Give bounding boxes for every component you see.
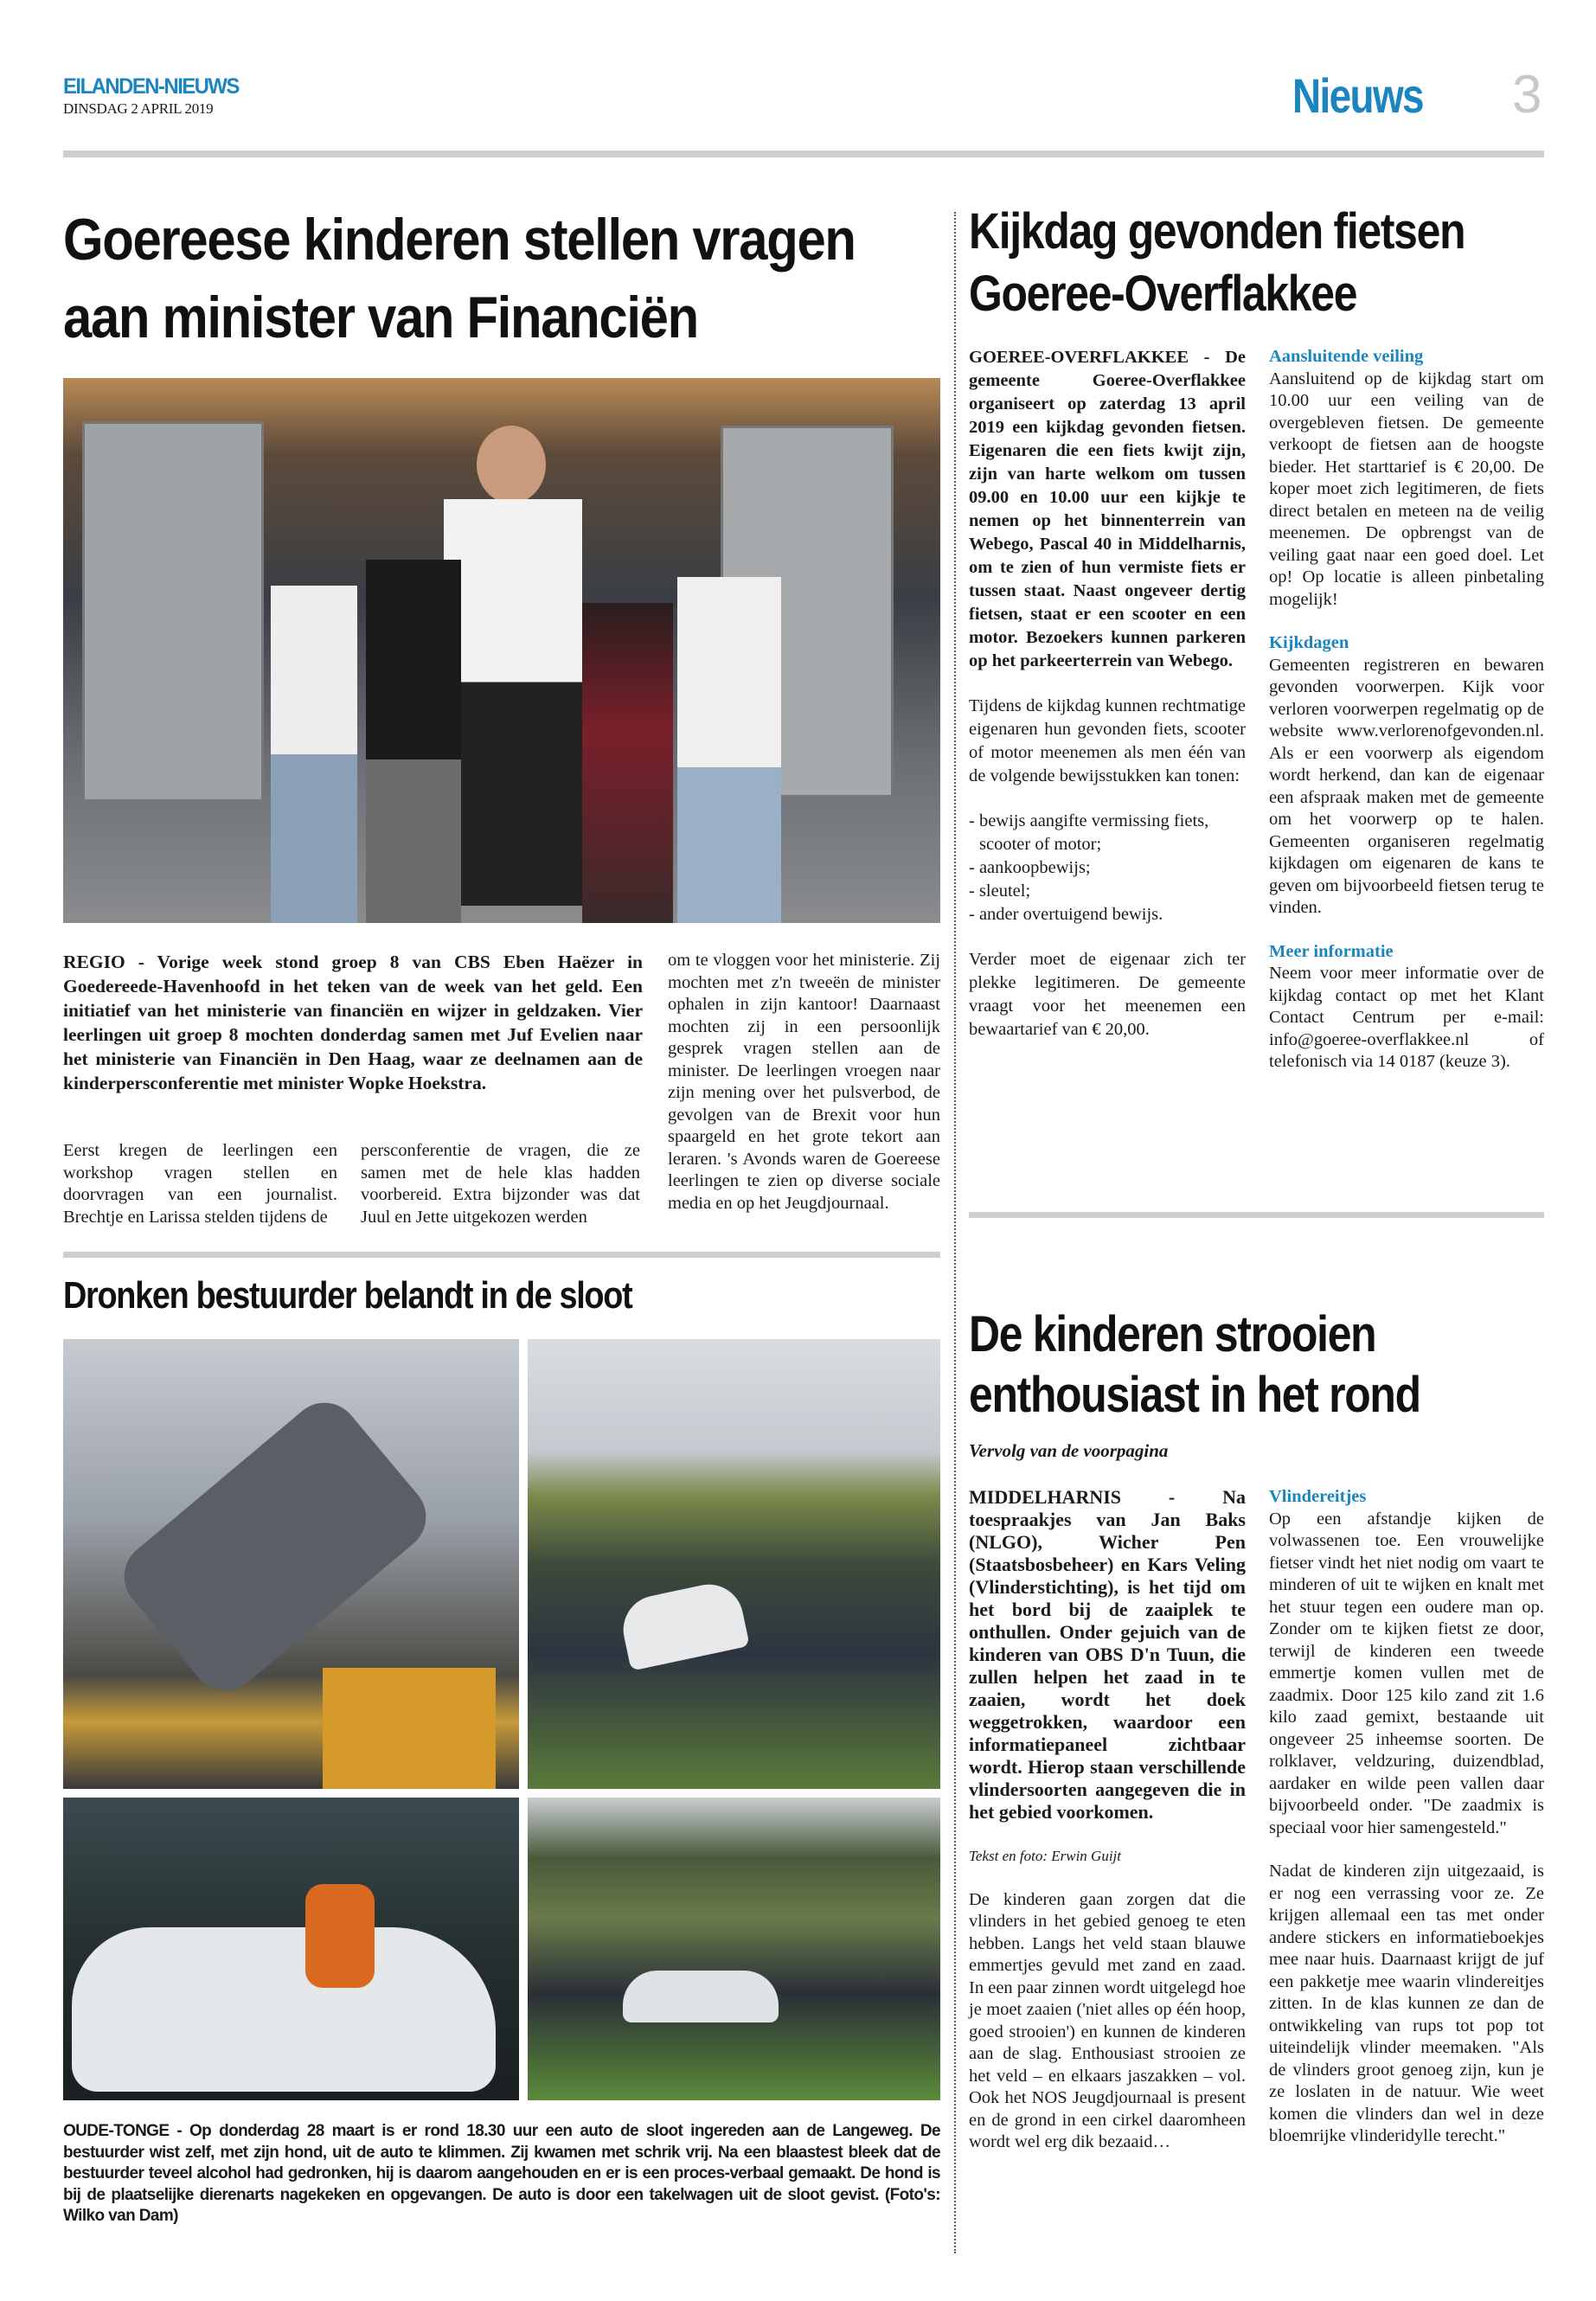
vlinders-col1 [969,1486,1246,2154]
headline-minister: Goereese kinderen stellen vragen aan minister van Financiën [63,207,856,350]
fietsen-p1: Tijdens de kijkdag kunnen rechtmatige eigenaren hun gevonden fiets, scooter of motor meenemen als men één van de volgende bewijsstukken kan tonen: [969,696,1246,785]
proof-list-item: - aankoopbewijs; [969,858,1091,877]
subhead-kijkdagen: Kijkdagen [1269,633,1349,652]
lead-fietsen: GOEREE-OVERFLAKKEE - De gemeente Goeree-Overflakkee organiseert op zaterdag 13 april 2019 een kijkdag gevonden fietsen. Eigenaren die een fiets kwijt zijn, zijn van harte welkom om tussen 09.00 en 10.00 uur een kijkje te nemen op het binnenterrein van Webego, Pascal 40 in Middelharnis, om te zien of hun vermiste fiets er tussen staat. Naast ongeveer dertig fietsen, staat er een scooter en een motor. Bezoekers kunnen parkeren op het parkeerterrein van Webego. [969,348,1246,670]
column-divider [954,212,956,2253]
article-rule [969,1212,1544,1218]
vlinders-col2 [1269,1486,1544,2148]
proof-list-item: - ander overtuigend bewijs. [969,905,1163,924]
photo-car-in-ditch [528,1339,940,1789]
body-minister-col2: persconferentie de vragen, die ze samen met de hele klas hadden voorbereid. Extra bijzonder was dat Juul en Jette uitgekozen werden [361,1141,640,1227]
newspaper-logo: EILANDEN-NIEUWS [63,74,239,99]
headline-vlinders: De kinderen strooien enthousiast in het rond [969,1306,1420,1423]
section-title: Nieuws [1292,68,1423,123]
vlinders-p2: Op een afstandje kijken de volwassenen toe. Een vrouwelijke fietser vindt het niet nodig om vaart te minderen of uit te wijken en knalt met het stuur tegen een oudere man op. Zonder om te kijken fietst ze door, terwijl de kinderen een tweede emmertje komen vullen met de zaadmix. Door 125 kilo zand zit 1.6 kilo zaad gemixt, bestaande uit ongeveer 25 inheemse soorten. De rolklaver, veldzuring, duizendblad, aardaker en wilde peen vallen daar bijvoorbeeld onder. "De zaadmix is speciaal voor hier samengesteld." [1269,1509,1544,1837]
body-minister-col1: Eerst kregen de leerlingen een workshop vragen stellen en doorvragen van een journalist. Brechtje en Larissa stelden tijdens de [63,1141,337,1227]
fietsen-col1 [969,346,1246,1042]
kicker: Vervolg van de voorpagina [969,1440,1169,1461]
section-veiling-text: Aansluitend op de kijkdag start om 10.00 uur een veiling van de overgebleven fietsen. De gemeente verkoopt de fietsen aan de hoogste bieder. Het starttarief is € 20,00. De koper moet zich legitimeren, de fiets direct betalen en meteen na de veilig meenemen. De opbrengst van de veiling gaat naar een goed doel. Let op! Op locatie is alleen pinbetaling mogelijk! [1269,369,1544,609]
fietsen-p2: Verder moet de eigenaar zich ter plekke legitimeren. De gemeente vraagt voor het meenemen een bewaartarief van € 20,00. [969,950,1246,1039]
subhead-vlindereitjes: Vlindereitjes [1269,1487,1367,1506]
photo-rescue-worker [63,1798,519,2100]
lead-minister: REGIO - Vorige week stond groep 8 van CBS Eben Haëzer in Goedereede-Havenhoofd in het teken van de week van het geld. Een initiatief van het ministerie van financiën en wijzer in geldzaken. Vier leerlingen uit groep 8 mochten donderdag samen met Juf Evelien naar het ministerie van Financiën in Den Haag, waar ze deelnamen aan de kinderpersconferentie met minister Wopke Hoekstra. [63,952,643,1093]
subhead-meer-informatie: Meer informatie [1269,941,1394,961]
vlinders-p1: De kinderen gaan zorgen dat die vlinders in het gebied genoeg te eten hebben. Langs het veld staan blauwe emmertjes gevuld met zand en zaad. In een paar zinnen wordt uitgelegd hoe je moet zaaien ('niet alles op één hoop, goed strooien') en kunnen de kinderen aan de slag. Enthousiast strooien ze het veld – en elkaars jaszakken – vol. Ook het NOS Jeugdjournaal is present en de grond in een cirkel daaromheen wordt wel erg dik bezaaid… [969,1889,1246,2151]
headline-fietsen: Kijkdag gevonden fietsen Goeree-Overflakkee [969,203,1465,322]
photo-children-with-minister [63,378,940,923]
body-minister-col3: om te vloggen voor het ministerie. Zij mochten met z'n tweeën de minister ophalen in zijn kantoor! Daarnaast mochten zij in een persoonlijk gesprek vragen stellen aan de minister. De leerlingen vroegen naar zijn mening over het pulsverbod, de gevolgen van de Brexit voor hun spaargeld en het grote tekort aan leraren. 's Avonds waren de Goereese leerlingen te zien op diverse sociale media en op het Jeugdjournaal. [668,951,940,1213]
proof-list [969,810,1246,926]
caption-sloot: OUDE-TONGE - Op donderdag 28 maart is er rond 18.30 uur een auto de sloot ingereden aan de Langeweg. De bestuurder wist zelf, met zijn hond, uit de auto te klimmen. Zij kwamen met schrik vrij. Na een blaastest bleek dat de bestuurder teveel alcohol had gedronken, hij is daarom aangehouden en er is een proces-verbaal gemaakt. De hond is bij de plaatselijke dierenarts nagekeken en opgevangen. De auto is door een takelwagen uit de sloot gevist. (Foto's: Wilko van Dam) [63,2122,940,2225]
section-kijkdagen-text: Gemeenten registreren en bewaren gevonden voorwerpen. Kijk voor verloren voorwerpen regelmatig op de website www.verlorenofgevonden.nl. Als er een voorwerp als eigendom wordt herkend, dan kan de eigenaar een afspraak maken met de gemeente om het voorwerp op te halen. Gemeenten organiseren regelmatig kijkdagen om eigenaren de kans te geven om bijvoorbeeld fietsen terug te vinden. [1269,655,1544,917]
subhead-veiling: Aansluitende veiling [1269,347,1424,366]
vlinders-p3: Nadat de kinderen zijn uitgezaaid, is er nog een verrassing voor ze. Ze krijgen allemaal een tas met onder andere stickers en informatieboekjes mee naar huis. Daarnaast krijgt de juf een pakketje mee waarin vlindereitjes zitten. In de klas kunnen ze dan de ontwikkeling van rups tot pop tot uiteindelijk vlinder meemaken. "Als de vlinders groot genoeg zijn, kun je ze loslaten in de natuur. Wie weet komen die vlinders dan wel in deze bloemrijke vlinderidylle terecht." [1269,1862,1544,2145]
proof-list-item: - sleutel; [969,881,1031,901]
photo-car-submerged [528,1798,940,2100]
issue-date: DINSDAG 2 APRIL 2019 [63,100,214,117]
proof-list-item: - bewijs aangifte vermissing fiets, scooter of motor; [969,811,1209,854]
headline-sloot: Dronken bestuurder belandt in de sloot [63,1274,632,1317]
section-info-text: Neem voor meer informatie over de kijkdag contact op met het Klant Contact Centrum per e-mail: info@goeree-overflakkee.nl of telefonisch via 14 0187 (keuze 3). [1269,964,1544,1071]
header-rule [63,151,1544,157]
photo-credit: Tekst en foto: Erwin Guijt [969,1848,1121,1864]
photo-car-towed [63,1339,519,1789]
fietsen-col2 [1269,346,1544,1074]
lead-vlinders: MIDDELHARNIS - Na toespraakjes van Jan Baks (NLGO), Wicher Pen (Staatsbosbeheer) en Kars Veling (Vlinderstichting), is het tijd om het bord bij de zaaiplek te onthullen. Onder gejuich van de kinderen van OBS D'n Tuun, die zullen helpen het zaad in te zaaien, wordt het doek weggetrokken, waardoor een informatiepaneel zichtbaar wordt. Hierop staan verschillende vlindersoorten aangegeven die in het gebied voorkomen. [969,1486,1246,1823]
page-number: 3 [1512,65,1542,125]
article-rule [63,1252,940,1258]
